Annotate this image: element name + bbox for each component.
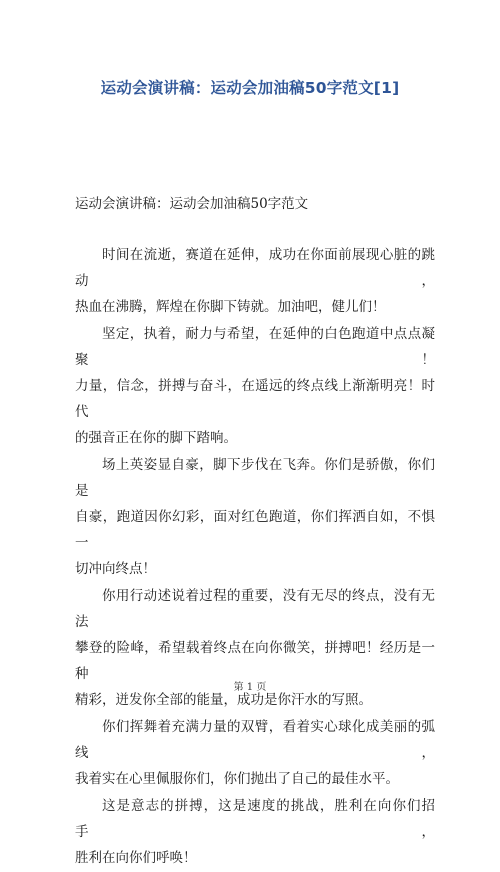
document-body [75,242,435,872]
page-number: 第 1 页 [233,682,267,693]
paragraph-line: 的强音正在你的脚下踏响。 [75,430,237,446]
paragraph-line: 自豪，跑道因你幻彩，面对红色跑道，你们挥洒自如，不惧一 [75,509,435,551]
paragraph-line: 你用行动述说着过程的重要，没有无尽的终点，没有无法 [75,588,435,630]
paragraph [75,321,435,451]
paragraph-line: 你们挥舞着充满力量的双臂，看着实心球化成美丽的弧线， [75,719,435,761]
paragraph-line: 我着实在心里佩服你们，你们抛出了自己的最佳水平。 [75,771,399,787]
paragraph-line: 力量，信念，拼搏与奋斗，在遥远的终点线上渐渐明亮！时代 [75,378,435,420]
paragraph [75,452,435,582]
paragraph-line: 这是意志的拼搏，这是速度的挑战，胜利在向你们招手， [75,798,435,840]
paragraph-line: 场上英姿显自豪，脚下步伐在飞奔。你们是骄傲，你们是 [75,457,435,499]
paragraph-line: 坚定，执着，耐力与希望，在延伸的白色跑道中点点凝聚！ [75,326,435,368]
document-title: 运动会演讲稿：运动会加油稿50字范文[1] [100,79,400,97]
paragraph-line: 时间在流逝，赛道在延伸，成功在你面前展现心脏的跳动， [75,247,435,289]
paragraph-line: 胜利在向你们呼唤！ [75,850,197,866]
paragraph [75,583,435,713]
paragraph-line: 热血在沸腾，辉煌在你脚下铸就。加油吧，健儿们！ [75,299,386,315]
document-subtitle: 运动会演讲稿：运动会加油稿50字范文 [75,196,309,212]
paragraph [75,714,435,792]
paragraph [75,793,435,871]
paragraph-line: 切冲向终点！ [75,561,156,577]
paragraph-line: 攀登的险峰，希望载着终点在向你微笑，拼搏吧！经历是一种 [75,640,435,682]
paragraph-line: 精彩，迸发你全部的能量，成功是你汗水的写照。 [75,692,372,708]
paragraph [75,242,435,320]
